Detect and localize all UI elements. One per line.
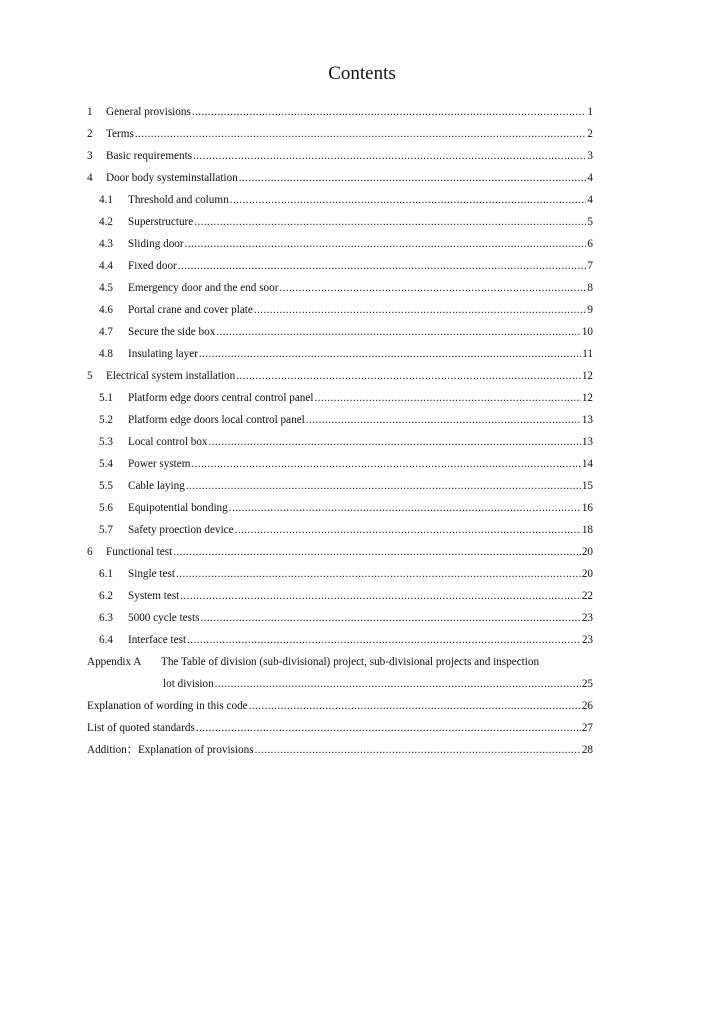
toc-entry-label: Equipotential bonding — [128, 502, 228, 514]
toc-entry-label: Interface test — [128, 634, 187, 646]
toc-entry-label: List of quoted standards — [87, 722, 195, 734]
toc-entry[interactable] — [87, 101, 593, 123]
toc-entry-number: 5.3 — [99, 436, 113, 448]
toc-entry-page: 13 — [581, 436, 593, 448]
toc-entry-label: Local control box — [128, 436, 208, 448]
toc-entry[interactable] — [87, 409, 593, 431]
toc-entry-label: Basic requirements — [106, 150, 193, 162]
toc-entry-label: Electrical system installation — [106, 370, 236, 382]
toc-dot-leader — [199, 343, 581, 365]
toc-dot-leader — [200, 607, 580, 629]
toc-entry[interactable] — [87, 629, 593, 651]
toc-entry-label: Safety proection device — [128, 524, 234, 536]
toc-entry-label: Platform edge doors central control panel — [128, 392, 314, 404]
toc-dot-leader — [191, 453, 580, 475]
toc-dot-leader — [215, 673, 581, 695]
toc-entry[interactable] — [87, 299, 593, 321]
toc-entry-label: Functional test — [106, 546, 173, 558]
toc-entry[interactable] — [87, 497, 593, 519]
toc-entry-label: Superstructure — [128, 216, 194, 228]
toc-entry-page: 12 — [581, 370, 593, 382]
toc-entry-appendix-line2[interactable] — [87, 673, 593, 695]
toc-entry-number: 6.4 — [99, 634, 113, 646]
toc-entry-page: 18 — [581, 524, 593, 536]
toc-entry-page: 23 — [581, 634, 593, 646]
toc-entry-number: 4.3 — [99, 238, 113, 250]
toc-entry-page: 7 — [587, 260, 593, 272]
toc-dot-leader — [196, 717, 581, 739]
toc-dot-leader — [176, 563, 581, 585]
toc-entry-number: 4.8 — [99, 348, 113, 360]
toc-dot-leader — [185, 233, 587, 255]
toc-back-matter — [87, 695, 593, 761]
toc-dot-leader — [135, 123, 587, 145]
toc-entry[interactable] — [87, 167, 593, 189]
toc-dot-leader — [229, 497, 581, 519]
toc-entry-page: 26 — [581, 700, 593, 712]
toc-dot-leader — [194, 211, 586, 233]
toc-entry-number: 4.7 — [99, 326, 113, 338]
toc-entry-number: 5.4 — [99, 458, 113, 470]
toc-entry[interactable] — [87, 563, 593, 585]
toc-entry-label: Emergency door and the end soor — [128, 282, 279, 294]
toc-dot-leader — [180, 585, 581, 607]
toc-dot-leader — [235, 519, 581, 541]
toc-entry-number: 5.5 — [99, 480, 113, 492]
toc-dot-leader — [279, 277, 586, 299]
toc-entry-page: 16 — [581, 502, 593, 514]
toc-entry-label: lot division — [163, 678, 214, 690]
toc-entry[interactable] — [87, 233, 593, 255]
toc-entry-page: 2 — [587, 128, 593, 140]
toc-entry-page: 23 — [581, 612, 593, 624]
toc-entry-number: 4.2 — [99, 216, 113, 228]
toc-dot-leader — [193, 145, 586, 167]
toc-entry-page: 3 — [587, 150, 593, 162]
toc-dot-leader — [306, 409, 581, 431]
toc-entry-page: 4 — [587, 194, 593, 206]
toc-entry-number: 6.3 — [99, 612, 113, 624]
toc-entry-number: 4.1 — [99, 194, 113, 206]
toc-entry-page: 4 — [587, 172, 593, 184]
toc-entry[interactable] — [87, 431, 593, 453]
toc-dot-leader — [186, 475, 581, 497]
toc-main-entries — [87, 101, 593, 651]
toc-entry-label: Door body systeminstallation — [106, 172, 238, 184]
toc-entry-number: 6 — [87, 546, 93, 558]
toc-entry[interactable] — [87, 277, 593, 299]
toc-entry[interactable] — [87, 343, 593, 365]
page-title: Contents — [328, 63, 396, 84]
toc-entry[interactable] — [87, 211, 593, 233]
toc-dot-leader — [173, 541, 581, 563]
toc-dot-leader — [314, 387, 580, 409]
toc-entry-label: Power system — [128, 458, 191, 470]
toc-entry-page: 6 — [587, 238, 593, 250]
toc-entry-page: 28 — [581, 744, 593, 756]
toc-entry[interactable] — [87, 145, 593, 167]
toc-entry[interactable] — [87, 585, 593, 607]
toc-dot-leader — [187, 629, 581, 651]
toc-entry-page: 20 — [581, 546, 593, 558]
toc-entry-page: 14 — [581, 458, 593, 470]
toc-entry[interactable] — [87, 739, 593, 761]
toc-entry-label: Fixed door — [128, 260, 177, 272]
toc-entry-page: 11 — [582, 348, 593, 360]
toc-entry-page: 20 — [581, 568, 593, 580]
toc-entry-page: 5 — [587, 216, 593, 228]
toc-entry-label: Threshold and column — [128, 194, 229, 206]
toc-entry-number: 5 — [87, 370, 93, 382]
toc-entry-page: 15 — [581, 480, 593, 492]
toc-dot-leader — [239, 167, 587, 189]
toc-entry-number: 6.1 — [99, 568, 113, 580]
table-of-contents — [87, 101, 593, 761]
toc-dot-leader — [192, 101, 587, 123]
toc-entry[interactable] — [87, 123, 593, 145]
toc-entry-number: 4.5 — [99, 282, 113, 294]
toc-entry[interactable] — [87, 453, 593, 475]
toc-entry-label: Secure the side box — [128, 326, 216, 338]
toc-entry-number: 4.6 — [99, 304, 113, 316]
toc-dot-leader — [236, 365, 581, 387]
toc-entry[interactable] — [87, 365, 593, 387]
toc-entry[interactable] — [87, 607, 593, 629]
toc-entry-page: 8 — [587, 282, 593, 294]
toc-entry-number: 4.4 — [99, 260, 113, 272]
toc-entry-page: 9 — [587, 304, 593, 316]
toc-entry[interactable] — [87, 387, 593, 409]
toc-entry-page: 13 — [581, 414, 593, 426]
toc-entry-page: 12 — [581, 392, 593, 404]
toc-entry[interactable] — [87, 717, 593, 739]
toc-entry-label: General provisions — [106, 106, 191, 118]
toc-entry-page: 25 — [581, 678, 593, 690]
toc-entry-label: Platform edge doors local control panel — [128, 414, 305, 426]
toc-entry-label: Insulating layer — [128, 348, 198, 360]
toc-dot-leader — [178, 255, 587, 277]
toc-entry-label: The Table of division (sub-divisional) project, sub-divisional projects and inspection — [161, 656, 540, 668]
toc-dot-leader — [255, 739, 581, 761]
toc-entry-page: 22 — [581, 590, 593, 602]
toc-entry[interactable] — [87, 255, 593, 277]
toc-entry[interactable] — [87, 189, 593, 211]
toc-entry-label: Cable laying — [128, 480, 185, 492]
toc-entry-appendix-line1[interactable] — [87, 651, 593, 673]
toc-dot-leader — [230, 189, 587, 211]
toc-entry-number: 6.2 — [99, 590, 113, 602]
toc-entry-label: Sliding door — [128, 238, 184, 250]
toc-entry-label: System test — [128, 590, 180, 602]
toc-dot-leader — [249, 695, 581, 717]
toc-entry[interactable] — [87, 519, 593, 541]
toc-entry-label: Portal crane and cover plate — [128, 304, 253, 316]
toc-dot-leader — [254, 299, 587, 321]
toc-entry-page: 27 — [581, 722, 593, 734]
toc-dot-leader — [216, 321, 581, 343]
toc-dot-leader — [209, 431, 581, 453]
toc-entry-number: 4 — [87, 172, 93, 184]
toc-entry-label: Terms — [106, 128, 134, 140]
toc-entry[interactable] — [87, 475, 593, 497]
toc-entry-number: 5.6 — [99, 502, 113, 514]
toc-entry-number: 1 — [87, 106, 93, 118]
toc-entry-number: Appendix A — [87, 656, 142, 668]
toc-entry[interactable] — [87, 321, 593, 343]
toc-entry-number: 2 — [87, 128, 93, 140]
toc-entry-number: 5.2 — [99, 414, 113, 426]
toc-entry[interactable] — [87, 541, 593, 563]
toc-entry[interactable] — [87, 695, 593, 717]
toc-entry-label: 5000 cycle tests — [128, 612, 200, 624]
toc-entry-label: Explanation of wording in this code — [87, 700, 248, 712]
toc-entry-number: 5.1 — [99, 392, 113, 404]
toc-entry-number: 5.7 — [99, 524, 113, 536]
toc-entry-page: 1 — [587, 106, 593, 118]
toc-entry-number: 3 — [87, 150, 93, 162]
toc-entry-page: 10 — [581, 326, 593, 338]
toc-entry-label: Addition：Explanation of provisions — [87, 744, 254, 756]
toc-entry-label: Single test — [128, 568, 175, 580]
